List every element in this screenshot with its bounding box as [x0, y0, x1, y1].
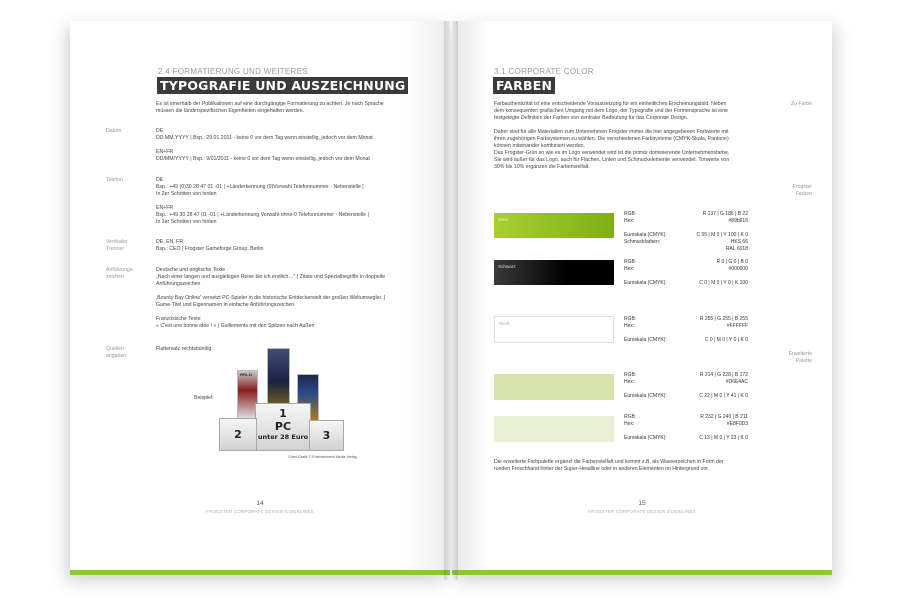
text-line: ‚Bounty Bay Online' versetzt PC-Spieler in die historische Entdeckerwelt der großen Weltumsegler. | [156, 295, 386, 301]
label-line: zeichen [106, 274, 124, 280]
label-line: Trenner [106, 246, 124, 252]
intro-line: Sie wird außer für das Logo, auch für Flächen, Linien und Schmuckelemente verwendet. Tonwerte von [494, 157, 730, 163]
value-key: Hex: [624, 379, 635, 385]
label-line: Palette [795, 358, 812, 364]
podium-pc-label: PC [274, 420, 292, 433]
value: #E8F0D3 [726, 421, 748, 427]
value: #FFFFFF [726, 323, 748, 329]
podium-number-1: 1 [279, 407, 287, 420]
value: R 255 | G 255 | B 255 [699, 316, 748, 322]
text-line: „Nach einer langen und ausgiebigen Reise bin ich endlich…" | Zitate und Spezialbegriffe in doppelte [156, 274, 386, 280]
text-line: DE [156, 128, 164, 134]
intro-line: Das Frogster-Grün so wie es im Logo verwendet wird ist die primär dominierende Unternehmensfarbe. [494, 150, 730, 156]
value-key: Hex: [624, 218, 635, 224]
datum-label: Datum [106, 128, 122, 134]
text-line: EN+FR [156, 149, 174, 155]
podium-number-3: 3 [322, 429, 331, 442]
value: RAL 6018 [725, 246, 748, 252]
text-line: EN+FR [156, 205, 174, 211]
value-key: Euroskala (CMYK): [624, 232, 667, 238]
swatch-label: Schwarz [498, 264, 516, 269]
swatch-gruen [494, 213, 614, 238]
value: C 0 | M 0 | Y 0 | K 0 [704, 337, 748, 343]
quellen-label [106, 346, 126, 360]
quellen-text: Flattersatz rechtsbündig [156, 346, 212, 352]
podium-graphic [215, 348, 343, 458]
color-values-hellgruen [624, 372, 748, 400]
swatch-hellgruen [494, 374, 614, 400]
label-line: Frogster [792, 184, 812, 190]
label-line: Erweiterte [788, 351, 812, 357]
trenner-label [106, 239, 128, 253]
intro-line: Daher sind für alle Materialien zum Unternehmen Frogster immer die hier angegebenen Farbwerte mit [494, 129, 729, 135]
value: R 137 | G 186 | B 22 [702, 211, 748, 217]
outro-line: runden Froschhand hinter der Super-Headline oder in anderen Elementen im Hintergrund vor. [494, 466, 710, 472]
value-key: Hex: [624, 266, 635, 272]
text-line: In 2er Schritten von hinten [156, 191, 217, 197]
podium-step-1 [255, 403, 311, 451]
intro-line: 30% bis 10% ergänzen die Farbenvielfalt. [494, 164, 590, 170]
left-page [70, 21, 450, 575]
side-label-frogster-farben [762, 184, 812, 198]
game-box-1 [267, 348, 290, 405]
green-bottom-bar [70, 570, 450, 575]
value: C 55 | M 0 | Y 100 | K 0 [696, 232, 748, 238]
value: R 232 | G 240 | B 211 [700, 414, 748, 420]
intro-line: Es ist innerhalb der Publikationen auf eine durchgängige Formatierung zu achten. Je nach Sprache [156, 101, 384, 107]
label-line: Anführungs- [106, 267, 135, 273]
text-line: DD.MM.YYYY | Bsp.: 29.01.2011 - keine 0 vor dem Tag wenn einstellig, jedoch vor dem Monat [156, 135, 373, 141]
value-key: RGB: [624, 259, 637, 265]
podium-number-2: 2 [234, 428, 242, 441]
text-line: Bsp.: +49 (0)30 28 47 01 -01 | +Länderkennung (0)Vorwahl Telefonnummer - Nebenstelle | [156, 184, 364, 190]
intro-line: müssen die länderspezifischen Eigenheiten eingehalten werden. [156, 108, 304, 114]
section-subhead: 2.4 FORMATIERUNG UND WEITERES [158, 67, 308, 76]
text-line: Französische Texte [156, 316, 201, 322]
page-number: 14 [256, 500, 264, 507]
value-key: Hex: [624, 323, 635, 329]
section-headline: TYPOGRAFIE UND AUSZEICHNUNG [157, 77, 408, 94]
game-box-2-title: FIFA 11 [240, 373, 253, 377]
color-values-schwarz [624, 259, 748, 287]
text-line: DD/MM/YYYY | Bsp.: 9/01/2011 - keine 0 vor dem Tag wenn einstellig, jedoch vor dem Monat [156, 156, 370, 162]
value-key: Euroskala (CMYK): [624, 280, 667, 286]
image-caption: Chart-Grafik © Entertainment Media Verlag [288, 455, 357, 459]
telefon-text [156, 177, 369, 226]
intro-line: ihren zugehörigen Farbsystemen zu wählen. Die verschiedenen Farbsysteme (CMYK-Skala, Pantone) [494, 136, 729, 142]
text-line: Bsp.: +49 30 28 47 01 -01 | +Länderkennung Vorwahl-ohne-0 Telefonnummer - Nebenstelle | [156, 212, 369, 218]
section-subhead: 3.1 CORPORATE COLOR [494, 67, 594, 76]
podium-price-label: unter 28 Euro [257, 433, 309, 441]
text-line: Bsp.: CEO | Frogster Gameforge Group, Berlin [156, 246, 264, 252]
value-key: Hex: [624, 421, 635, 427]
anfuehrung-label [106, 267, 134, 281]
side-label-erweiterte-palette [762, 351, 812, 365]
book-gutter [444, 21, 458, 580]
swatch-zartgruen [494, 416, 614, 442]
telefon-label: Telefon [106, 177, 123, 183]
intro-text [156, 101, 384, 115]
text-line: DE, EN, FR [156, 239, 184, 245]
datum-text [156, 128, 373, 163]
value: #000000 [728, 266, 748, 272]
trenner-text [156, 239, 263, 253]
text-line: In 2er Schritten von hinten [156, 219, 217, 225]
value-key: Euroskala (CMYK): [624, 435, 667, 441]
example-label: Beispiel: [194, 395, 214, 401]
swatch-weiss [494, 316, 614, 343]
value-key: RGB: [624, 211, 637, 217]
label-line: Vertikaler [106, 239, 128, 245]
right-page [452, 21, 832, 575]
swatch-schwarz [494, 260, 614, 285]
intro-line: können miteinander kombiniert werden. [494, 143, 585, 149]
value-key: Euroskala (CMYK): [624, 337, 667, 343]
intro-line: festgelegte Definition der Farben von zentraler Bedeutung für das Corporate Design. [494, 115, 689, 121]
green-bottom-bar [452, 570, 832, 575]
value: C 22 | M 0 | Y 41 | K 0 [699, 393, 748, 399]
swatch-label: Weiß [499, 321, 510, 326]
value-key: Euroskala (CMYK): [624, 393, 667, 399]
page-footer: FROGSTER CORPORATE DESIGN GUIDELINES [206, 509, 314, 514]
podium-step-2 [219, 418, 257, 451]
value: HKS 66 [730, 239, 748, 245]
text-line: DE [156, 177, 164, 183]
outro-line: Die erweiterte Farbpalette ergänzt die Farbenvielfalt und kommt z.B. als Wasserzeichen in Form der [494, 459, 724, 465]
label-line: angaben [106, 353, 127, 359]
anfuehrung-text [156, 267, 385, 330]
label-line: Quellen- [106, 346, 126, 352]
color-values-weiss [624, 316, 748, 344]
text-line: « C'est une bonne idée ! » | Guillements mit den Spitzen nach Außen [156, 323, 315, 329]
value-key: RGB: [624, 316, 637, 322]
value: C 13 | M 0 | Y 23 | K 0 [699, 435, 748, 441]
section-headline: FARBEN [493, 77, 555, 94]
value-key: RGB: [624, 414, 637, 420]
value: #89b616 [728, 218, 748, 224]
value-key: Schmuckfarben: [624, 239, 661, 245]
text-line: Anführungszeichen [156, 281, 201, 287]
value: #D6E4AC [725, 379, 748, 385]
label-line: Farben [795, 191, 812, 197]
value: R 214 | G 228 | B 172 [699, 372, 748, 378]
outro-text [494, 459, 724, 473]
intro-line: Farbauthentizität ist eine entscheidende Voraussetzung für ein einheitliches Erscheinungsbild. Neben [494, 101, 727, 107]
value: C 0 | M 0 | Y 0 | K 100 [699, 280, 748, 286]
value-key: RGB: [624, 372, 637, 378]
value: R 0 | G 0 | B 0 [716, 259, 748, 265]
text-line: Deutsche und englische Texte [156, 267, 226, 273]
podium-step-3 [309, 420, 344, 451]
intro-line: dem konsequenten grafischen Umgang mit dem Logo, der Typografie und der Formensprache ist eine [494, 108, 729, 114]
color-values-gruen [624, 211, 748, 253]
text-line: Game-Titel und Eigennamen in einfache Anführungszeichen [156, 302, 295, 308]
color-values-zartgruen [624, 414, 748, 442]
page-number: 15 [638, 500, 646, 507]
page-footer: FROGSTER CORPORATE DESIGN GUIDELINES [588, 509, 696, 514]
side-label-zu-farbe: Zu Farbe [790, 101, 812, 107]
swatch-label: Grün [498, 217, 509, 222]
intro-text [494, 101, 729, 171]
